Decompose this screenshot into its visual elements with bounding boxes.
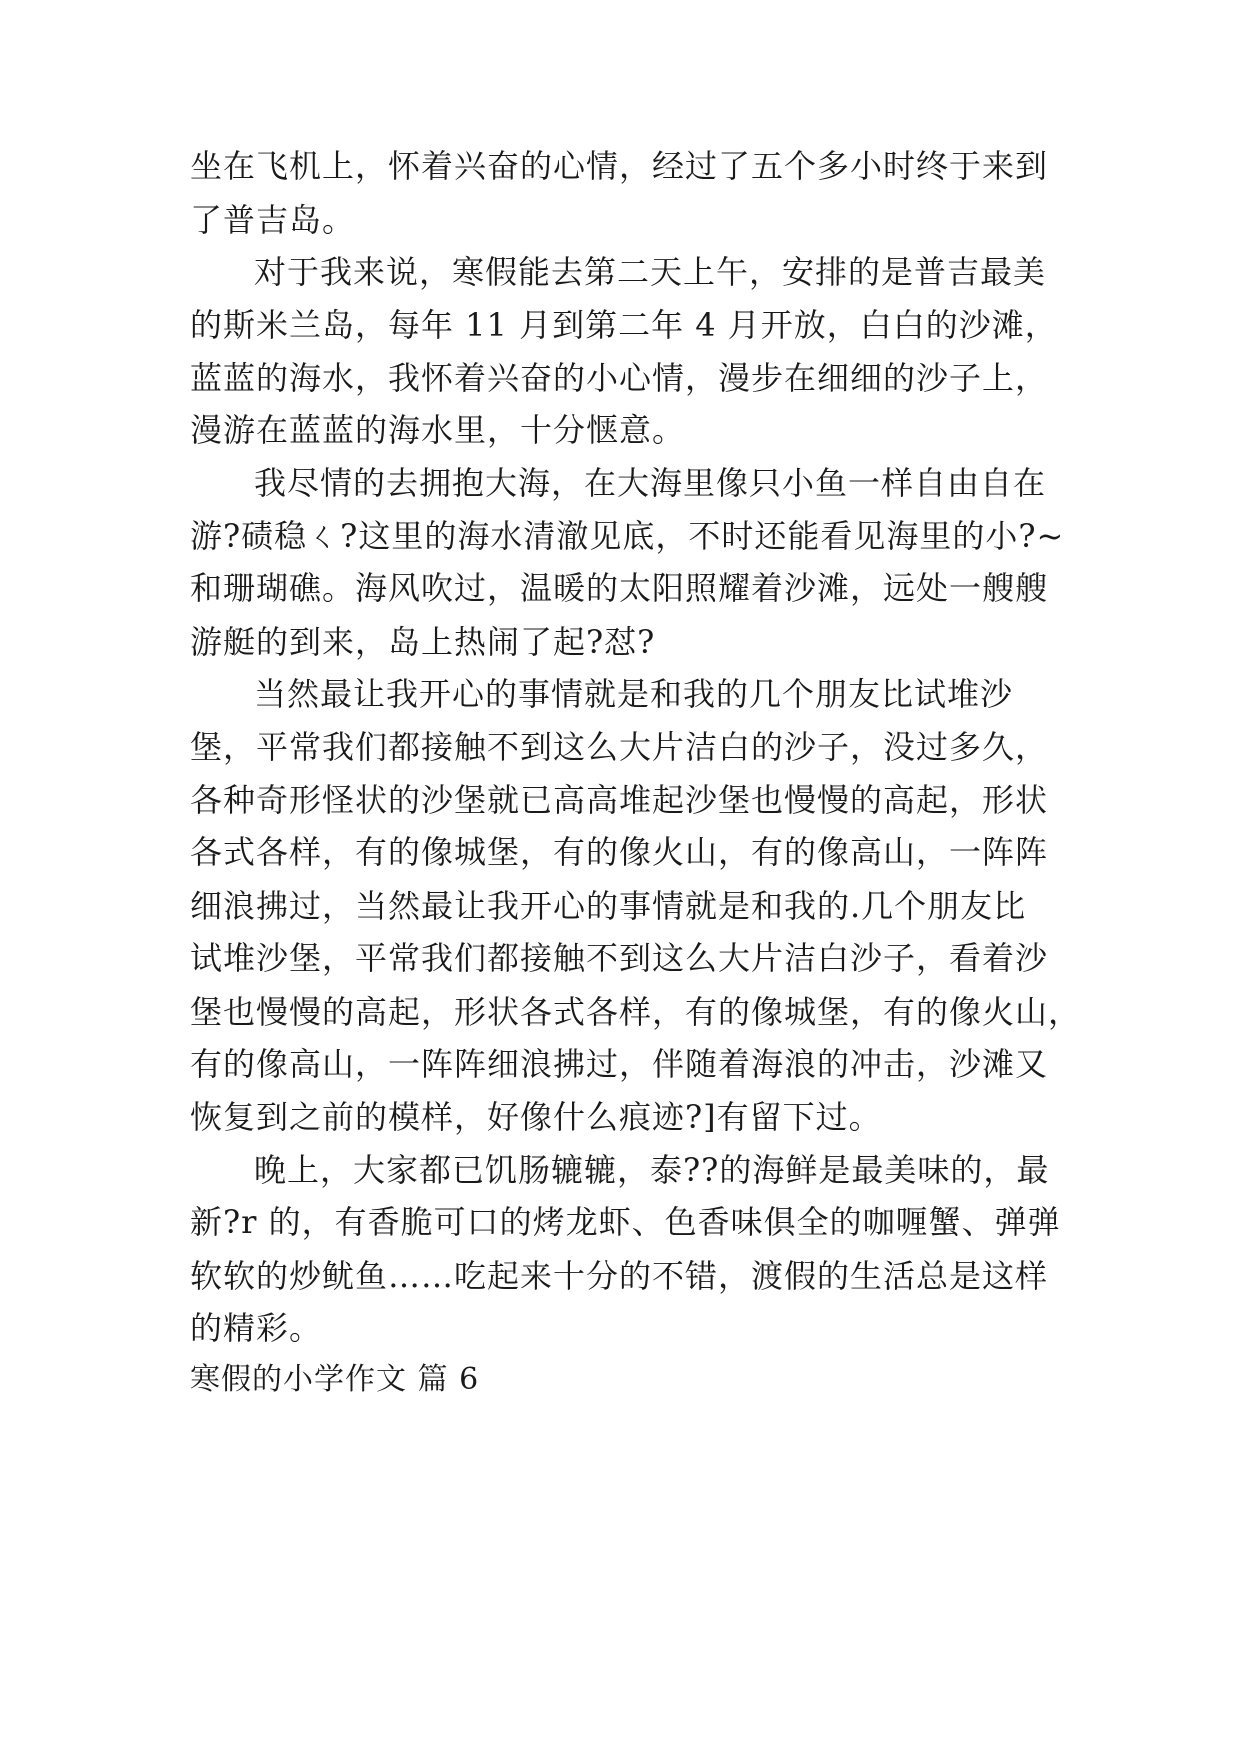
text-line: 新?r 的，有香脆可口的烤龙虾、色香味俱全的咖喱蟹、弹弹 [190,1203,1061,1241]
text-line: 坐在飞机上，怀着兴奋的心情，经过了五个多小时终于来到 [190,147,1049,185]
text-line: 晚上，大家都已饥肠辘辘，泰??的海鲜是最美味的，最 [254,1151,1050,1189]
text-line: 和珊瑚礁。海风吹过，温暖的太阳照耀着沙滩，远处一艘艘 [190,569,1049,607]
text-line: 漫游在蓝蓝的海水里，十分惬意。 [190,411,686,449]
text-line: 软软的炒鱿鱼……吃起来十分的不错，渡假的生活总是这样 [190,1257,1049,1295]
section-title: 寒假的小学作文 篇 6 [190,1362,480,1397]
text-line: 游艇的到来，岛上热闹了起?怼? [190,623,656,661]
text-line: 试堆沙堡，平常我们都接触不到这么大片洁白沙子，看着沙 [190,939,1049,977]
text-line: 对于我来说，寒假能去第二天上午，安排的是普吉最美 [254,253,1047,291]
text-line: 了普吉岛。 [190,201,356,239]
text-line: 的斯米兰岛，每年 11 月到第二年 4 月开放，白白的沙滩， [190,306,1058,344]
text-line: 游?碛稳ㄑ?这里的海水清澈见底，不时还能看见海里的小?~ [190,517,1065,555]
text-line: 当然最让我开心的事情就是和我的几个朋友比试堆沙 [254,675,1014,713]
text-line: 各式各样，有的像城堡，有的像火山，有的像高山，一阵阵 [190,833,1049,871]
text-line: 蓝蓝的海水，我怀着兴奋的小心情，漫步在细细的沙子上， [190,359,1049,397]
text-line: 恢复到之前的模样，好像什么痕迹?]有留下过。 [190,1098,882,1136]
text-line: 细浪拂过，当然最让我开心的事情就是和我的.几个朋友比 [190,887,1027,925]
text-line: 堡，平常我们都接触不到这么大片洁白的沙子，没过多久， [190,728,1049,766]
text-line: 有的像高山，一阵阵细浪拂过，伴随着海浪的冲击，沙滩又 [190,1045,1049,1083]
text-line: 的精彩。 [190,1309,323,1347]
text-line: 各种奇形怪状的沙堡就已高高堆起沙堡也慢慢的高起，形状 [190,781,1049,819]
text-line: 堡也慢慢的高起，形状各式各样，有的像城堡，有的像火山， [190,993,1082,1031]
text-line: 我尽情的去拥抱大海，在大海里像只小鱼一样自由自在 [254,464,1047,502]
